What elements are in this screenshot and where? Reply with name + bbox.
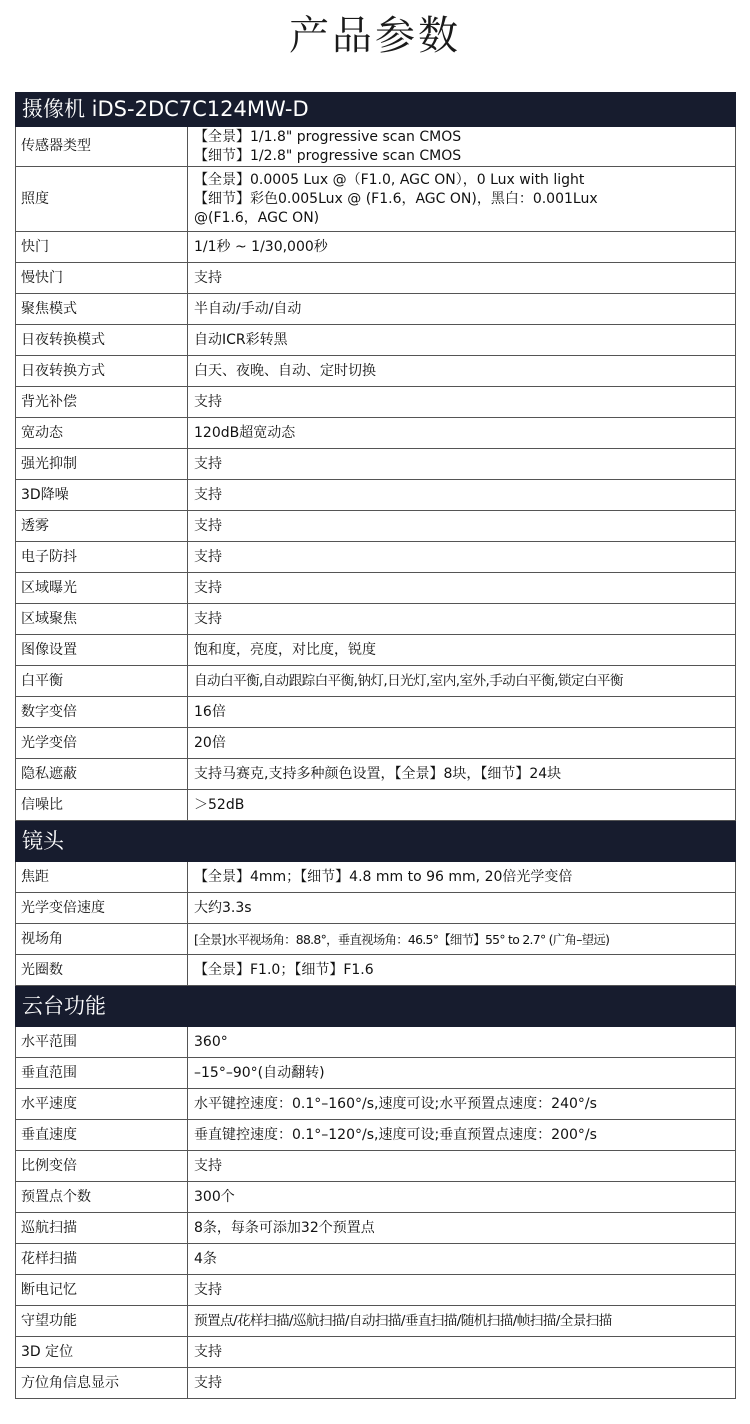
- row-label: 电子防抖: [16, 542, 188, 573]
- table-row: [16, 325, 736, 356]
- table-row: [16, 387, 736, 418]
- row-value: 支持: [188, 480, 736, 511]
- row-value: 自动白平衡,自动跟踪白平衡,钠灯,日光灯,室内,室外,手动白平衡,锁定白平衡: [188, 666, 736, 697]
- page-title: 产品参数: [289, 13, 461, 59]
- table-row: [16, 697, 736, 728]
- row-value: 360°: [188, 1027, 736, 1058]
- row-value-line: 【全景】0.0005 Lux @（F1.0, AGC ON），0 Lux with light: [194, 171, 585, 188]
- row-value: 大约3.3s: [188, 893, 736, 924]
- table-row: [16, 1151, 736, 1182]
- row-label: 巡航扫描: [16, 1213, 188, 1244]
- row-value: [188, 167, 736, 232]
- row-label: 比例变倍: [16, 1151, 188, 1182]
- row-value: 支持: [188, 1337, 736, 1368]
- table-row: [16, 127, 736, 167]
- table-row: [16, 1244, 736, 1275]
- row-label: 水平范围: [16, 1027, 188, 1058]
- row-value: 120dB超宽动态: [188, 418, 736, 449]
- row-label: 聚焦模式: [16, 294, 188, 325]
- spec-table: [15, 92, 736, 1399]
- table-row: [16, 418, 736, 449]
- row-label: 光圈数: [16, 955, 188, 986]
- table-row: [16, 1120, 736, 1151]
- table-row: [16, 573, 736, 604]
- row-value: [188, 127, 736, 167]
- row-label: 快门: [16, 232, 188, 263]
- table-row: [16, 356, 736, 387]
- row-label: 背光补偿: [16, 387, 188, 418]
- row-label: 花样扫描: [16, 1244, 188, 1275]
- table-row: [16, 862, 736, 893]
- row-label: 视场角: [16, 924, 188, 955]
- table-row: [16, 294, 736, 325]
- row-label: 垂直范围: [16, 1058, 188, 1089]
- row-label: 光学变倍: [16, 728, 188, 759]
- table-row: [16, 1306, 736, 1337]
- row-label: 守望功能: [16, 1306, 188, 1337]
- row-value-line: 【全景】1/1.8" progressive scan CMOS: [194, 128, 462, 145]
- row-value: 8条，每条可添加32个预置点: [188, 1213, 736, 1244]
- row-value: 20倍: [188, 728, 736, 759]
- row-label: 断电记忆: [16, 1275, 188, 1306]
- row-value: 支持: [188, 1151, 736, 1182]
- row-value: 1/1秒 ~ 1/30,000秒: [188, 232, 736, 263]
- table-row: [16, 449, 736, 480]
- row-value: 支持: [188, 387, 736, 418]
- row-value: 支持: [188, 542, 736, 573]
- row-label: 宽动态: [16, 418, 188, 449]
- row-label: 数字变倍: [16, 697, 188, 728]
- row-value: 16倍: [188, 697, 736, 728]
- row-value-line: @(F1.6，AGC ON): [194, 209, 320, 226]
- row-label: 区域曝光: [16, 573, 188, 604]
- table-row: [16, 1337, 736, 1368]
- table-row: [16, 167, 736, 232]
- section-title: 云台功能: [16, 986, 736, 1027]
- section-title: 摄像机 iDS-2DC7C124MW-D: [16, 93, 736, 127]
- row-value: 半自动/手动/自动: [188, 294, 736, 325]
- row-value: 支持: [188, 604, 736, 635]
- row-label: 方位角信息显示: [16, 1368, 188, 1399]
- row-label: 垂直速度: [16, 1120, 188, 1151]
- row-value: 垂直键控速度：0.1°–120°/s,速度可设;垂直预置点速度：200°/s: [188, 1120, 736, 1151]
- row-label: 日夜转换模式: [16, 325, 188, 356]
- row-label: 光学变倍速度: [16, 893, 188, 924]
- row-label: 白平衡: [16, 666, 188, 697]
- row-label: 照度: [16, 167, 188, 232]
- table-row: [16, 1182, 736, 1213]
- row-value: 白天、夜晚、自动、定时切换: [188, 356, 736, 387]
- table-row: [16, 511, 736, 542]
- table-row: [16, 759, 736, 790]
- row-value: 预置点/花样扫描/巡航扫描/自动扫描/垂直扫描/随机扫描/帧扫描/全景扫描: [188, 1306, 736, 1337]
- row-value: 支持: [188, 511, 736, 542]
- row-value: 水平键控速度：0.1°–160°/s,速度可设;水平预置点速度：240°/s: [188, 1089, 736, 1120]
- table-row: [16, 1058, 736, 1089]
- row-value: 支持马赛克,支持多种颜色设置，【全景】8块，【细节】24块: [188, 759, 736, 790]
- row-value: 支持: [188, 573, 736, 604]
- row-value: 支持: [188, 1275, 736, 1306]
- table-row: [16, 924, 736, 955]
- row-label: 3D 定位: [16, 1337, 188, 1368]
- row-label: 预置点个数: [16, 1182, 188, 1213]
- row-value: –15°–90°(自动翻转): [188, 1058, 736, 1089]
- row-value: 300个: [188, 1182, 736, 1213]
- table-row: [16, 955, 736, 986]
- row-value: [全景]水平视场角：88.8°，垂直视场角：46.5°【细节】55° to 2.7° (广角–望远): [188, 924, 736, 955]
- row-label: 3D降噪: [16, 480, 188, 511]
- row-label: 水平速度: [16, 1089, 188, 1120]
- row-value: 支持: [188, 263, 736, 294]
- table-row: [16, 666, 736, 697]
- section-header-ptz: [16, 986, 736, 1027]
- table-row: [16, 635, 736, 666]
- table-row: [16, 790, 736, 821]
- section-header-camera: [16, 93, 736, 127]
- row-label: 区域聚焦: [16, 604, 188, 635]
- table-row: [16, 480, 736, 511]
- table-row: [16, 728, 736, 759]
- table-row: [16, 1089, 736, 1120]
- table-row: [16, 263, 736, 294]
- table-row: [16, 232, 736, 263]
- table-row: [16, 1213, 736, 1244]
- row-value: 【全景】F1.0；【细节】F1.6: [188, 955, 736, 986]
- table-row: [16, 1368, 736, 1399]
- row-value: ＞52dB: [188, 790, 736, 821]
- row-value: 自动ICR彩转黑: [188, 325, 736, 356]
- row-label: 信噪比: [16, 790, 188, 821]
- row-label: 强光抑制: [16, 449, 188, 480]
- row-label: 日夜转换方式: [16, 356, 188, 387]
- table-row: [16, 542, 736, 573]
- row-value-line: 【细节】1/2.8" progressive scan CMOS: [194, 147, 462, 164]
- row-label: 图像设置: [16, 635, 188, 666]
- row-value: 4条: [188, 1244, 736, 1275]
- table-row: [16, 1027, 736, 1058]
- row-value: 【全景】4mm；【细节】4.8 mm to 96 mm, 20倍光学变倍: [188, 862, 736, 893]
- row-value-line: 【细节】彩色0.005Lux @ (F1.6，AGC ON)，黑白：0.001Lux: [194, 190, 598, 207]
- row-label: 传感器类型: [16, 127, 188, 167]
- row-value: 支持: [188, 449, 736, 480]
- section-header-lens: [16, 821, 736, 862]
- row-label: 透雾: [16, 511, 188, 542]
- table-row: [16, 604, 736, 635]
- table-row: [16, 893, 736, 924]
- row-value: 饱和度，亮度，对比度，锐度: [188, 635, 736, 666]
- row-label: 焦距: [16, 862, 188, 893]
- row-value: 支持: [188, 1368, 736, 1399]
- section-title: 镜头: [16, 821, 736, 862]
- row-label: 隐私遮蔽: [16, 759, 188, 790]
- table-row: [16, 1275, 736, 1306]
- row-label: 慢快门: [16, 263, 188, 294]
